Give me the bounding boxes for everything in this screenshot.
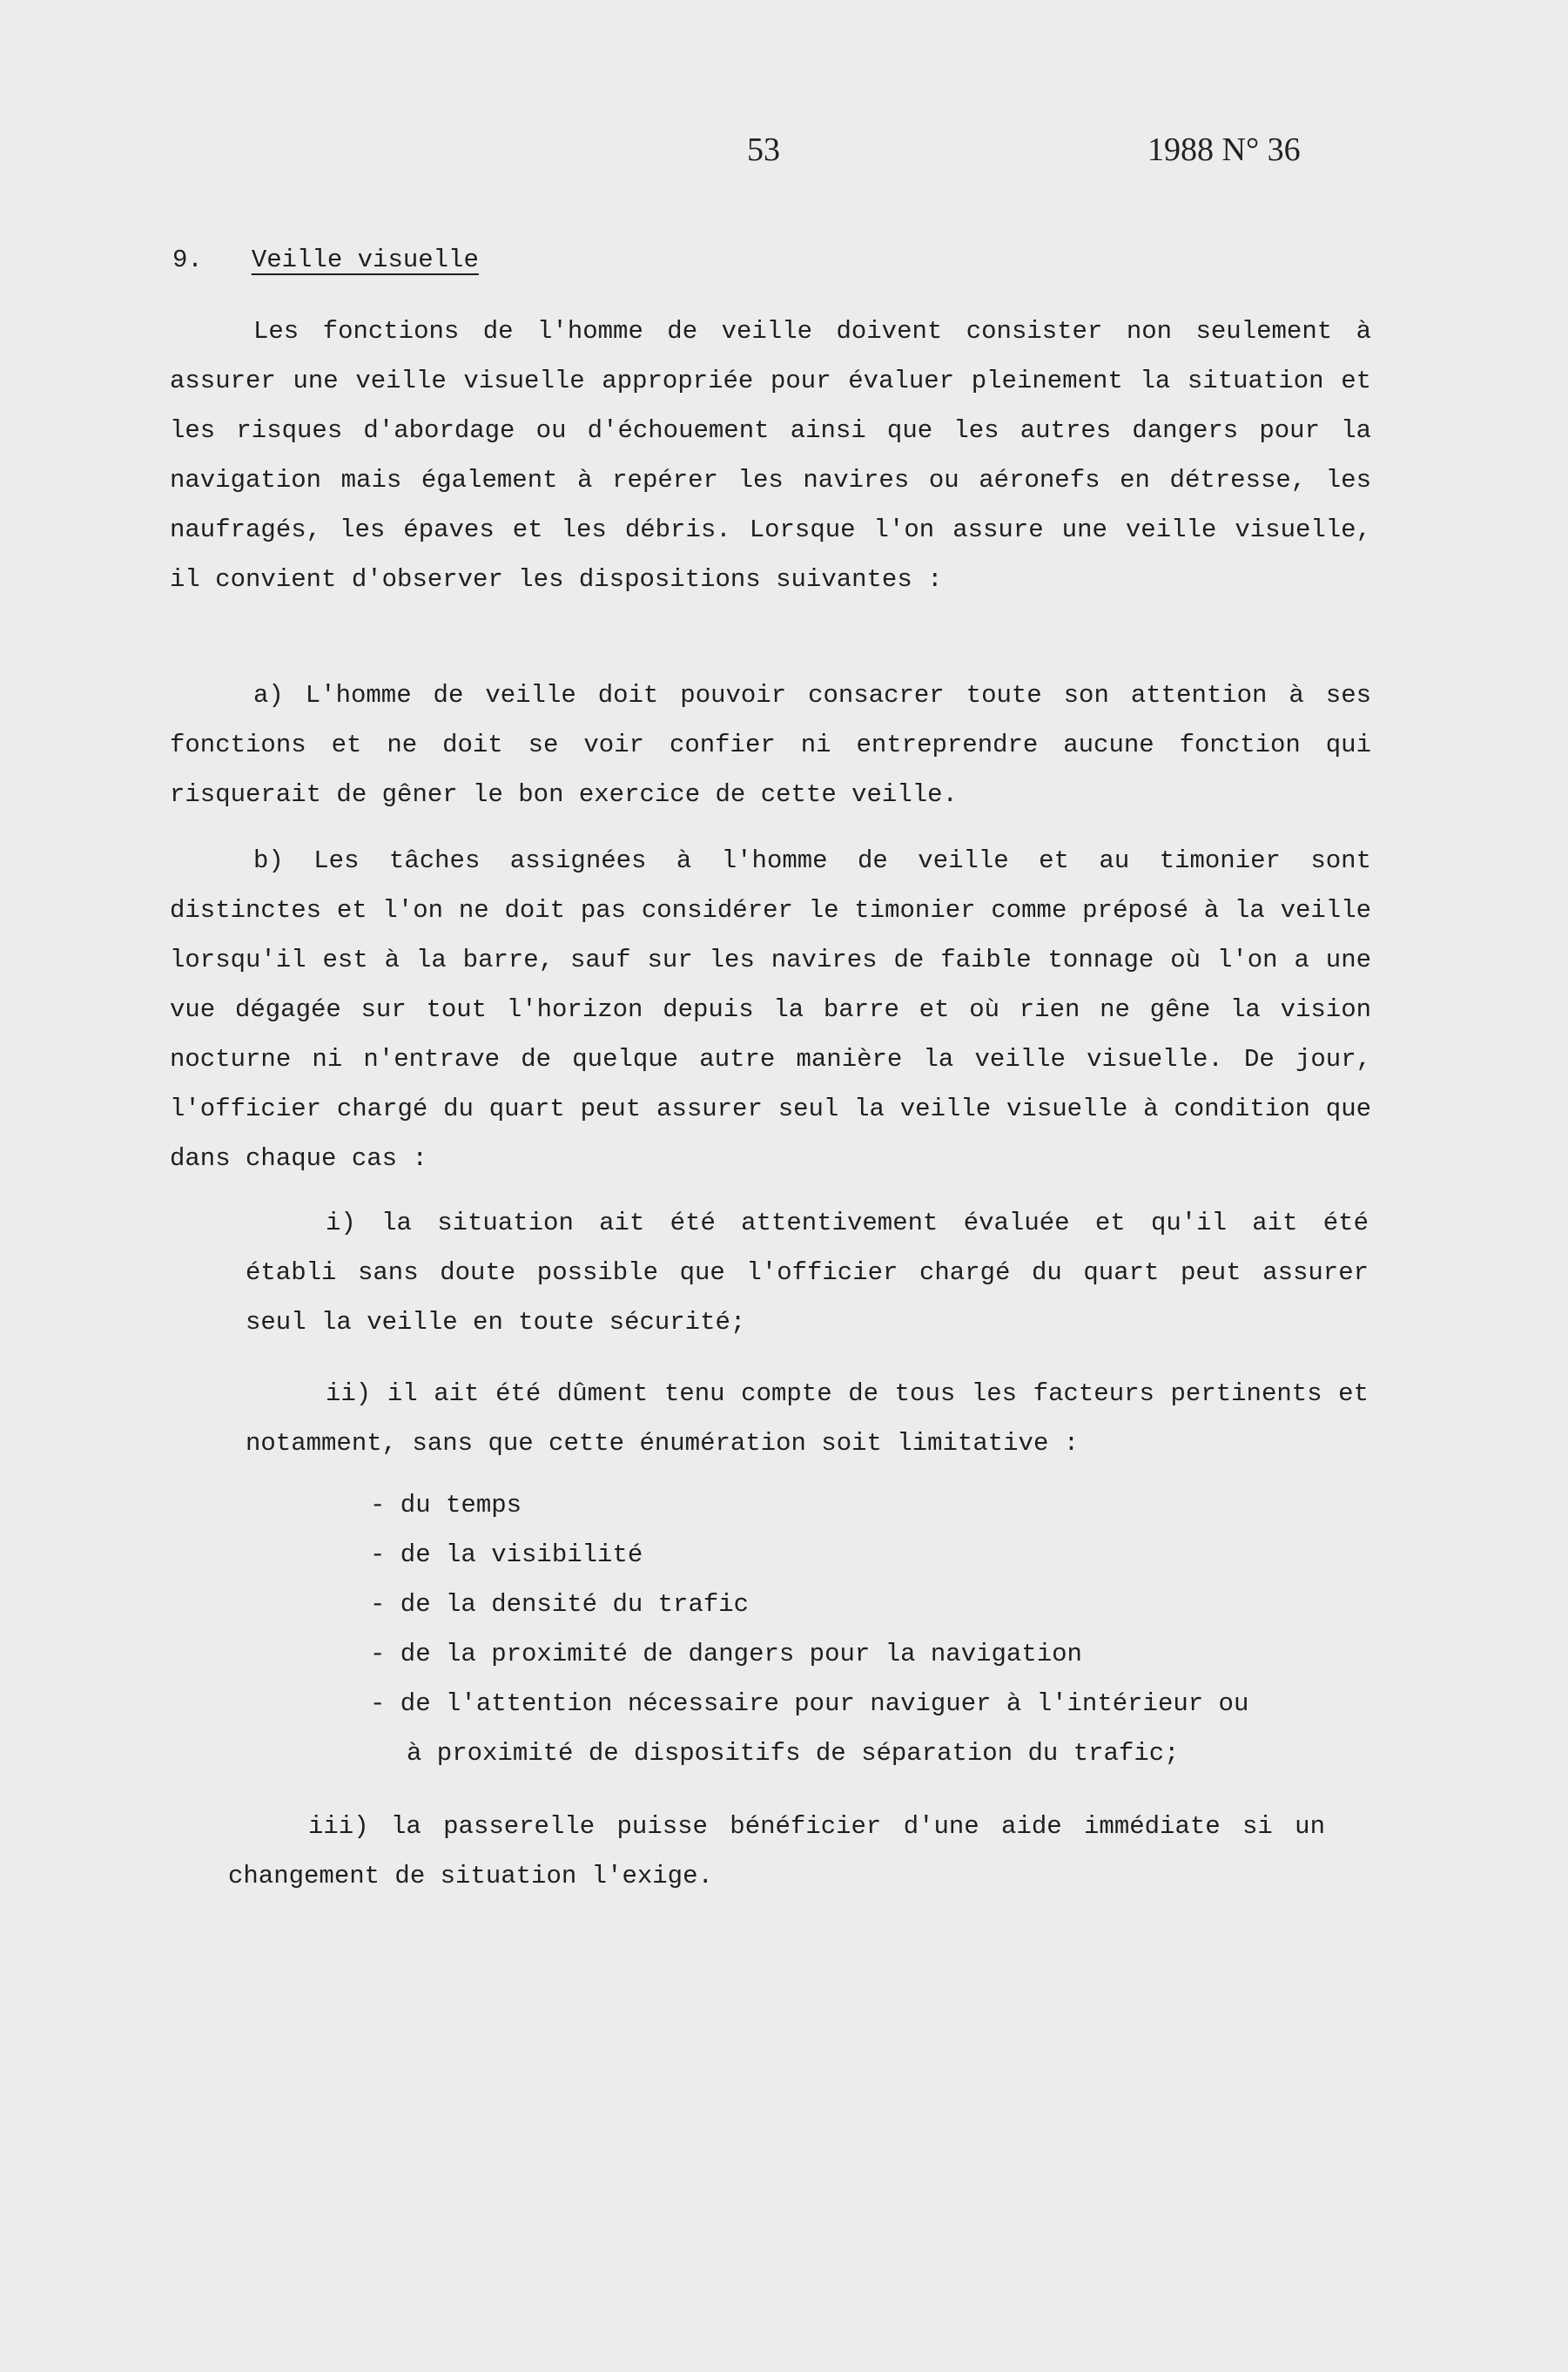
list-item: - du temps [370, 1491, 522, 1520]
subparagraph-ii: ii) il ait été dûment tenu compte de tous les facteurs pertinents et notamment, sans que cette énumération soit limitative : [246, 1379, 1369, 1458]
section-number: 9. [172, 246, 203, 274]
intro-paragraph: Les fonctions de l'homme de veille doivent consister non seulement à assurer une veille visuelle appropriée pour évaluer pleinement la situation et les risques d'abordage ou d'échouement ainsi que les autres dangers pour la navigation mais également à repérer les navires ou aéronefs en détresse, les naufragés, les épaves et les débris. Lorsque l'on assure une veille visuelle, il convient d'observer les dispositions suivantes : [170, 317, 1371, 594]
list-item: - de la densité du trafic [370, 1590, 750, 1619]
paragraph-a-block [170, 670, 1371, 819]
intro-paragraph-block [170, 307, 1371, 604]
subparagraph-iii: iii) la passerelle puisse bénéficier d'une aide immédiate si un changement de situation l'exige. [228, 1812, 1325, 1890]
paragraph-b-block [170, 836, 1371, 1183]
document-reference: 1988 N° 36 [1147, 131, 1301, 168]
subparagraph-ii-block [246, 1369, 1369, 1468]
list-item: - de la visibilité [370, 1540, 643, 1569]
factors-list [370, 1480, 1248, 1778]
list-item-continuation: à proximité de dispositifs de séparation du trafic; [407, 1739, 1180, 1768]
section-heading [172, 246, 479, 274]
subparagraph-iii-block [228, 1802, 1325, 1901]
paragraph-b: b) Les tâches assignées à l'homme de veille et au timonier sont distinctes et l'on ne doit pas considérer le timonier comme préposé à la veille lorsqu'il est à la barre, sauf sur les navires de faible tonnage où l'on a une vue dégagée sur tout l'horizon depuis la barre et où rien ne gêne la vision nocturne ni n'entrave de quelque autre manière la veille visuelle. De jour, l'officier chargé du quart peut assurer seul la veille visuelle à condition que dans chaque cas : [170, 846, 1371, 1173]
section-title: Veille visuelle [251, 246, 479, 274]
subparagraph-i-block [246, 1198, 1369, 1347]
list-item: - de l'attention nécessaire pour naviguer à l'intérieur ou [370, 1689, 1249, 1718]
paragraph-a: a) L'homme de veille doit pouvoir consacrer toute son attention à ses fonctions et ne doit se voir confier ni entreprendre aucune fonction qui risquerait de gêner le bon exercice de cette veille. [170, 681, 1371, 809]
page-number: 53 [747, 131, 780, 168]
subparagraph-i: i) la situation ait été attentivement évaluée et qu'il ait été établi sans doute possible que l'officier chargé du quart peut assurer seul la veille en toute sécurité; [246, 1209, 1369, 1337]
list-item: - de la proximité de dangers pour la navigation [370, 1640, 1082, 1668]
